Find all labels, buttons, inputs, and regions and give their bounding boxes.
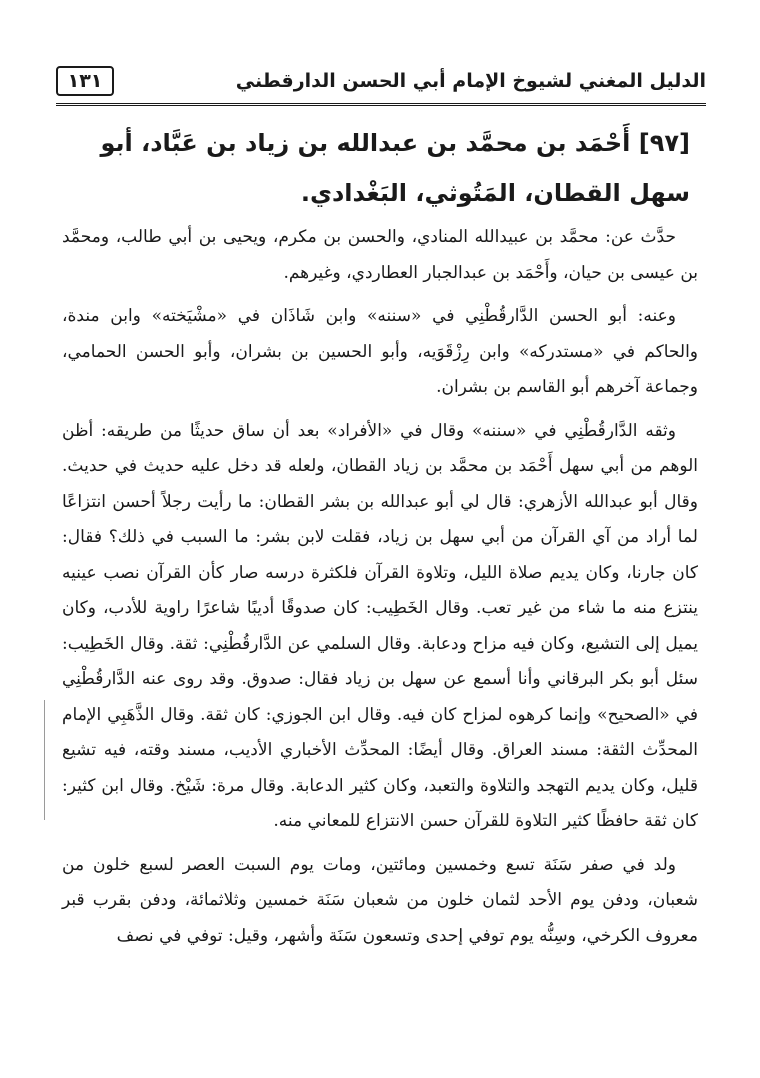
paragraph-students: وعنه: أبو الحسن الدَّارقُطْنِي في «سننه» وابن شَاذَان في «مشْيَخته» وابن مندة، والحاكم في «مستدركه» وابن رِزْقَوَيه، وأبو الحسين بن بشران، وأبو الحسن الحمامي، وجماعة آخرهم أبو القاسم بن بشران.	[62, 306, 698, 397]
entry-body	[62, 220, 698, 962]
margin-mark	[44, 700, 45, 820]
running-title: الدليل المغني لشيوخ الإمام أبي الحسن الدارقطني	[235, 70, 706, 92]
paragraph-teachers: حدَّث عن: محمَّد بن عبيدالله المنادي، والحسن بن مكرم، ويحيى بن أبي طالب، ومحمَّد بن عيسى بن حيان، وأَحْمَد بن عبدالجبار العطاردي، وغيرهم.	[62, 227, 698, 283]
running-header	[56, 62, 706, 106]
page-number: ١٣١	[56, 66, 114, 96]
entry-heading: [٩٧] أَحْمَد بن محمَّد بن عبدالله بن زياد بن عَبَّاد، أبو سهل القطان، المَتُوثي، البَغْدادي.	[100, 129, 690, 207]
header-divider	[56, 103, 706, 106]
paragraph-evaluation: وثقه الدَّارقُطْنِي في «سننه» وقال في «الأفراد» بعد أن ساق حديثًا من طريقه: أظن الوهم من أبي سهل أَحْمَد بن محمَّد بن زياد القطان، ولعله قد دخل عليه حديث في حديث. وقال أبو عبدالله الأزهري: قال لي أبو عبدالله بن بشر القطان: ما رأيت رجلاً أحسن انتزاعًا لما أراد من آي القرآن من أبي سهل بن زياد، فقلت لابن بشر: ما السبب في ذلك؟ فقال: كان جارنا، وكان يديم صلاة الليل، وتلاوة القرآن فلكثرة درسه صار كأن القرآن نصب عينيه ينتزع منه ما شاء من غير تعب. وقال الخَطِيب: كان صدوقًا أديبًا شاعرًا راوية للأدب، وكان يميل إلى التشيع، وكان فيه مزاح ودعابة. وقال السلمي عن الدَّارقُطْنِي: ثقة. وقال الخَطِيب: سئل أبو بكر البرقاني وأنا أسمع عن سهل بن زياد فقال: صدوق. وقد روى عنه الدَّارقُطْنِي في «الصحيح» وإنما كرهوه لمزاح كان فيه. وقال ابن الجوزي: كان ثقة. وقال الذَّهَبِي الإمام المحدِّث الثقة: مسند العراق. وقال أيضًا: المحدِّث الأخباري الأديب، مسند وقته، فيه تشيع قليل، وكان يديم التهجد والتلاوة والتعبد، وكان كثير الدعابة. وقال مرة: شَيْخ. وقال ابن كثير: كان ثقة حافظًا كثير التلاوة للقرآن حسن الانتزاع للمعاني منه.	[62, 420, 698, 831]
paragraph-birth-death: ولد في صفر سَنَة تسع وخمسين ومائتين، ومات يوم السبت العصر لسبع خلون من شعبان، ودفن يوم الأحد لثمان خلون من شعبان سَنَة خمسين وثلاثمائة، ودفن بقرب قبر معروف الكرخي، وسِنُّه يوم توفي إحدى وتسعون سَنَة وأشهر، وقيل: توفي في نصف	[62, 854, 698, 946]
